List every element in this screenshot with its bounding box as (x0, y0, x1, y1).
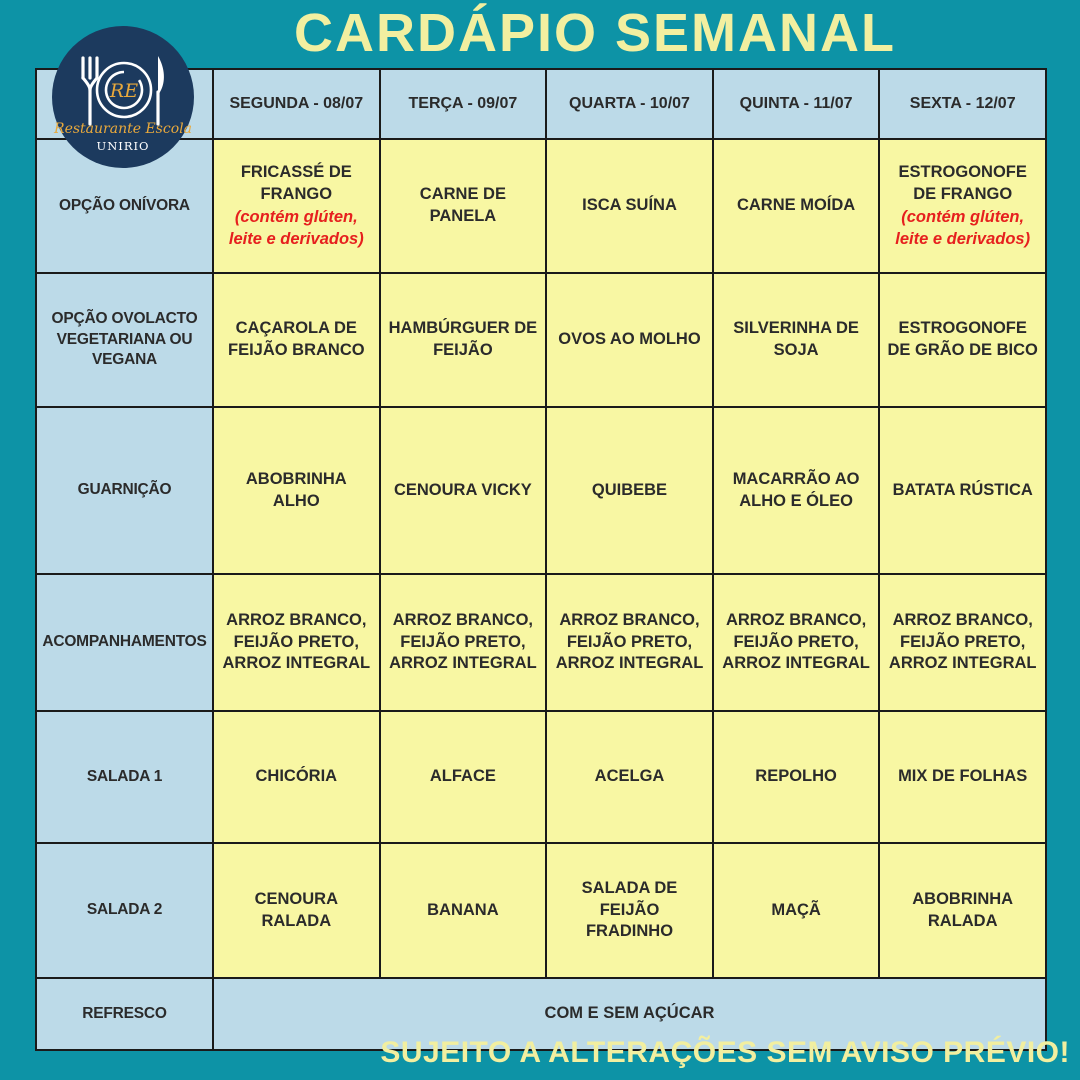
menu-cell: ARROZ BRANCO, FEIJÃO PRETO, ARROZ INTEGRAL (880, 575, 1045, 710)
allergen-note: (contém glúten, leite e derivados) (228, 208, 364, 248)
menu-cell: REPOLHO (714, 712, 879, 842)
menu-cell: ARROZ BRANCO, FEIJÃO PRETO, ARROZ INTEGRAL (381, 575, 546, 710)
dish-name: ESTROGONOFE DE FRANGO (898, 162, 1027, 203)
row-label-acompanhamentos: ACOMPANHAMENTOS (37, 575, 212, 710)
day-header-friday: SEXTA - 12/07 (880, 70, 1045, 138)
weekly-menu-table (35, 68, 1047, 1051)
menu-cell: ARROZ BRANCO, FEIJÃO PRETO, ARROZ INTEGRAL (214, 575, 379, 710)
menu-cell: ESTROGONOFE DE GRÃO DE BICO (880, 274, 1045, 406)
restaurant-logo (52, 26, 194, 168)
row-label-guarnicao: GUARNIÇÃO (37, 408, 212, 573)
logo-brand-sub: UNIRIO (96, 139, 150, 153)
menu-cell: SILVERINHA DE SOJA (714, 274, 879, 406)
menu-cell: ARROZ BRANCO, FEIJÃO PRETO, ARROZ INTEGRAL (547, 575, 712, 710)
row-label-refresco: REFRESCO (37, 979, 212, 1049)
menu-cell (880, 140, 1045, 272)
dish-name: FRICASSÉ DE FRANGO (240, 162, 352, 203)
menu-cell: ABOBRINHA ALHO (214, 408, 379, 573)
menu-cell: CHICÓRIA (214, 712, 379, 842)
page-title: CARDÁPIO SEMANAL (293, 3, 896, 63)
menu-cell: ACELGA (547, 712, 712, 842)
day-header-monday: SEGUNDA - 08/07 (214, 70, 379, 138)
menu-cell (214, 140, 379, 272)
row-label-opcao-vegetariana: OPÇÃO OVOLACTO VEGETARIANA OU VEGANA (37, 274, 212, 406)
menu-cell: BANANA (381, 844, 546, 977)
logo-monogram: RE (109, 80, 139, 102)
menu-cell: QUIBEBE (547, 408, 712, 573)
menu-cell: ABOBRINHA RALADA (880, 844, 1045, 977)
menu-cell: CARNE DE PANELA (381, 140, 546, 272)
menu-cell: SALADA DE FEIJÃO FRADINHO (547, 844, 712, 977)
day-header-thursday: QUINTA - 11/07 (714, 70, 879, 138)
menu-cell: ISCA SUÍNA (547, 140, 712, 272)
logo-brand-name: Restaurante Escola (54, 121, 192, 137)
day-header-wednesday: QUARTA - 10/07 (547, 70, 712, 138)
menu-cell: CENOURA RALADA (214, 844, 379, 977)
row-label-opcao-onivora: OPÇÃO ONÍVORA (37, 140, 212, 272)
row-label-salada-2: SALADA 2 (37, 844, 212, 977)
menu-cell: CAÇAROLA DE FEIJÃO BRANCO (214, 274, 379, 406)
menu-cell: MACARRÃO AO ALHO E ÓLEO (714, 408, 879, 573)
restaurante-escola-logo-icon (52, 26, 194, 168)
menu-cell: BATATA RÚSTICA (880, 408, 1045, 573)
refresco-merged-cell: COM E SEM AÇÚCAR (214, 979, 1045, 1049)
menu-cell: ALFACE (381, 712, 546, 842)
menu-cell: MIX DE FOLHAS (880, 712, 1045, 842)
menu-cell: OVOS AO MOLHO (547, 274, 712, 406)
menu-cell: ARROZ BRANCO, FEIJÃO PRETO, ARROZ INTEGRAL (714, 575, 879, 710)
day-header-tuesday: TERÇA - 09/07 (381, 70, 546, 138)
menu-cell: MAÇÃ (714, 844, 879, 977)
menu-cell: HAMBÚRGUER DE FEIJÃO (381, 274, 546, 406)
menu-cell: CARNE MOÍDA (714, 140, 879, 272)
disclaimer-text: SUJEITO A ALTERAÇÕES SEM AVISO PRÉVIO! (380, 1036, 1070, 1069)
row-label-salada-1: SALADA 1 (37, 712, 212, 842)
allergen-note: (contém glúten, leite e derivados) (895, 208, 1031, 248)
menu-cell: CENOURA VICKY (381, 408, 546, 573)
